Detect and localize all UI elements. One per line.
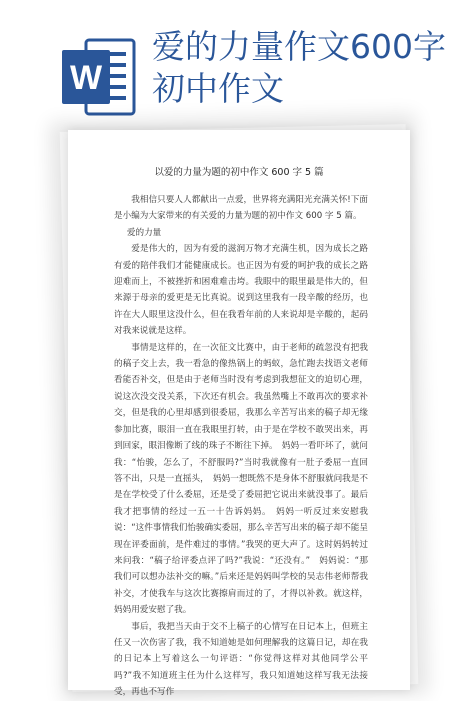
body-paragraph: 爱是伟大的，因为有爱的滋润万物才充满生机，因为成长之路有爱的陪伴我们才能健康成长。也正因为有爱的呵护我的成长之路迎难而上，不被挫折和困难难击垮。我眼中的眼里最是伟大的，但来源于母亲的爱更是无比真说。说到这里我有一段辛酸的经历，也许在大人眼里这没什么，但在我看年前的人来说却是辛酸的，起码对我来说就是这样。 xyxy=(114,244,368,337)
body-paragraph: 事后，我把当天由于交不上稿子的心情写在日记本上，但班主任又一次伤害了我，我不知道她是如何理解我的这篇日记，却在我的日记本上写着这么一句评语：“你觉得这样对其他同学公平吗?”我不知道班主任为什么这样写，我只知道她这样写我无法接受，再也不写作 xyxy=(114,621,368,698)
page-title: 爱的力量作文600字初中作文 xyxy=(152,27,446,108)
intro-paragraph: 我相信只要人人都献出一点爱，世界将充满阳光充满关怀!下面是小编为大家带来的有关爱的力量为题的初中作文 600 字 5 篇。 xyxy=(114,195,368,222)
microsoft-word-icon xyxy=(60,36,138,118)
document-heading: 以爱的力量为题的初中作文 600 字 5 篇 xyxy=(154,167,324,178)
document-page xyxy=(68,130,410,698)
document-body xyxy=(114,192,368,701)
body-paragraph: 事情是这样的，在一次征文比赛中，由于老师的疏忽没有把我的稿子交上去，我一看急的像热锅上的蚂蚁，急忙跑去找语文老师看能否补交，但是由于老师当时没有考虑到我想征文的迫切心理，说这次没交没关系，下次还有机会。我虽然嘴上不敢再次的要求补交，但是我的心里却感到很委屈，我那么辛苦写出来的稿子却无缘参加比赛，眼泪一直在我眼里打转，由于是在学校不敢哭出来，再到回家，眼泪像断了线的珠子不断往下掉。 妈妈一看吓坏了，就问我：“怡骏，怎么了，不舒服吗?”当时我就像有一肚子委屈一直回答不出，只是一直摇头， 妈妈一想既然不是身体不舒服就问我是不是在学校受了什么委屈，还是受了委屈把它说出来就没事了。最后我才把事情的经过一五一十告诉妈妈。 妈妈一听反过来安慰我说：“这件事情我们怡骏确实委屈，那么辛苦写出来的稿子却不能呈现在评委面前，是件难过的事情。”我哭的更大声了。这时妈妈转过来问我：“稿子给评委点评了吗?”我说：“还没有。” 妈妈说：“那我们可以想办法补交的嘛。”后来还是妈妈叫学校的吴志伟老师帮我补交，才使我车与这次比赛擦肩而过的了，才得以补救。就这样，妈妈用爱安慰了我。 xyxy=(114,342,368,616)
word-icon-letter: W xyxy=(69,59,103,97)
section-subtitle: 爱的力量 xyxy=(126,227,162,238)
